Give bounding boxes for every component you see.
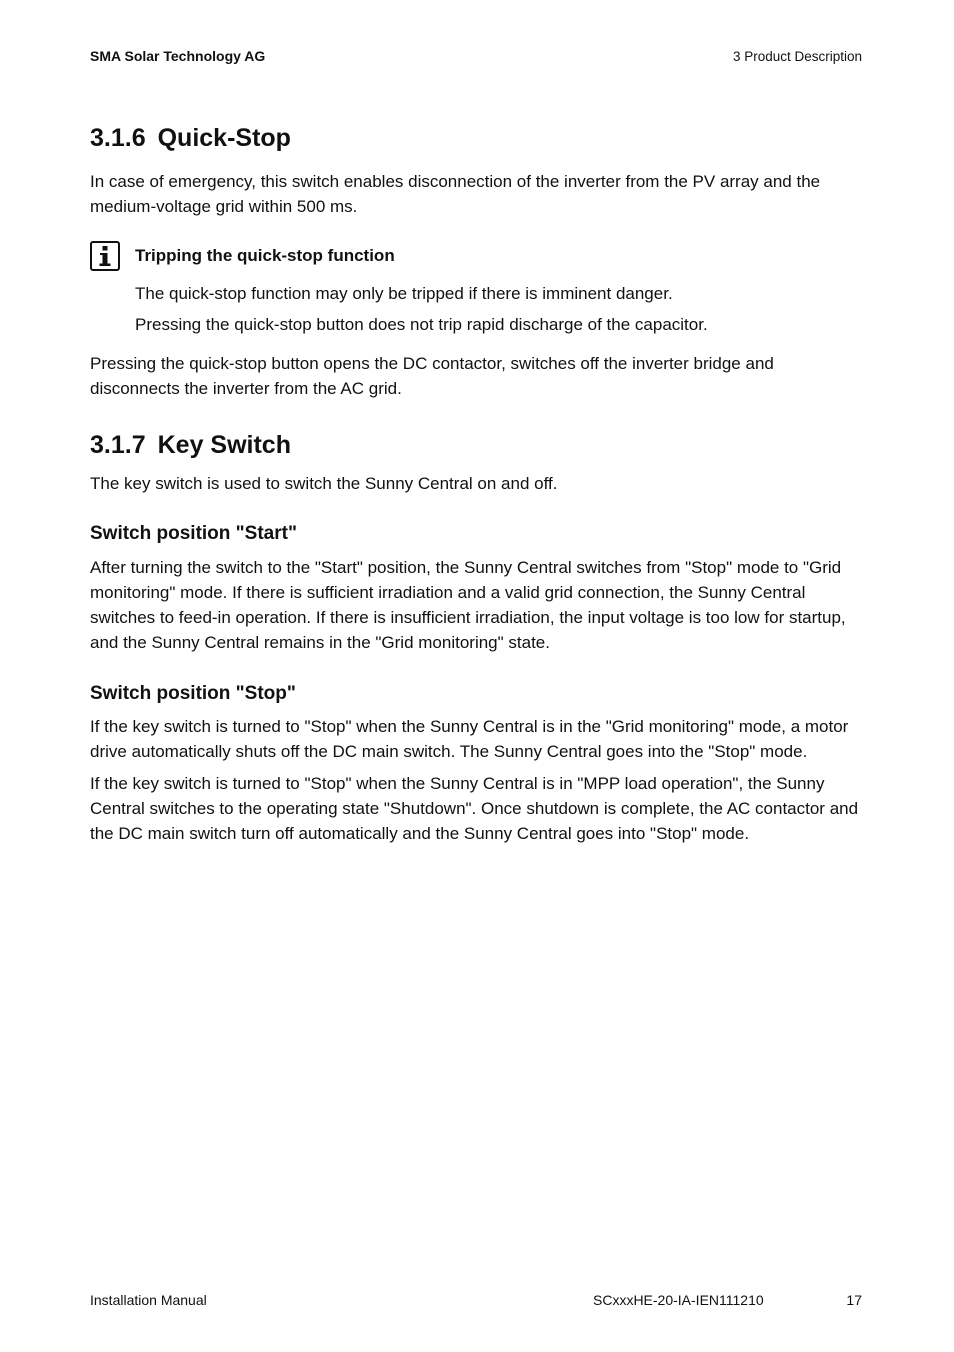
start-text: After turning the switch to the "Start" position, the Sunny Central switches from "Stop" mode to "Grid monitoring" mode. If there is sufficient irradiation and a valid grid connection, the Sunny Central switches to feed-in operation. If there is insufficient irradiation, the input voltage is too low for startup, and the Sunny Central remains in the "Grid monitoring" state.	[90, 557, 846, 652]
page-content	[90, 122, 866, 846]
section-number: 3.1.7	[90, 430, 146, 459]
section-heading-quick-stop	[90, 122, 866, 155]
section-title: Quick-Stop	[157, 124, 291, 152]
info-i-glyph-icon	[98, 245, 112, 267]
info-title: Tripping the quick-stop function	[135, 245, 395, 265]
footer-doc-code: SCxxxHE-20-IA-IEN111210	[593, 1292, 764, 1308]
stop-text-2: If the key switch is turned to "Stop" when the Sunny Central is in "MPP load operation", the Sunny Central switches to the operating state "Shutdown". Once shutdown is complete, the AC contactor and the DC main switch turn off automatically and the Sunny Central goes into "Stop" mode.	[90, 774, 859, 844]
quick-stop-closing: Pressing the quick-stop button opens the DC contactor, switches off the inverter bridge and disconnects the inverter from the AC grid.	[90, 353, 774, 398]
stop-text-1: If the key switch is turned to "Stop" when the Sunny Central is in the "Grid monitoring" mode, a motor drive automatically shuts off the DC main switch. The Sunny Central goes into the "Stop" mode.	[90, 717, 849, 762]
quick-stop-intro: In case of emergency, this switch enables disconnection of the inverter from the PV array and the medium-voltage grid within 500 ms.	[90, 171, 821, 216]
header-chapter: 3 Product Description	[732, 49, 862, 64]
info-line: The quick-stop function may only be tripped if there is imminent danger.	[135, 283, 673, 303]
info-body	[135, 281, 866, 337]
info-line: Pressing the quick-stop button does not trip rapid discharge of the capacitor.	[135, 314, 708, 334]
section-number: 3.1.6	[90, 124, 146, 152]
stop-heading: Switch position "Stop"	[90, 682, 296, 704]
key-switch-intro: The key switch is used to switch the Sunny Central on and off.	[90, 474, 558, 493]
info-box	[90, 241, 866, 337]
header-company: SMA Solar Technology AG	[90, 48, 266, 64]
section-heading-key-switch	[90, 429, 866, 462]
footer-manual: Installation Manual	[90, 1292, 207, 1308]
section-title: Key Switch	[157, 430, 291, 459]
info-i-icon	[90, 241, 120, 271]
start-heading: Switch position "Start"	[90, 523, 297, 544]
page-number: 17	[846, 1292, 862, 1308]
